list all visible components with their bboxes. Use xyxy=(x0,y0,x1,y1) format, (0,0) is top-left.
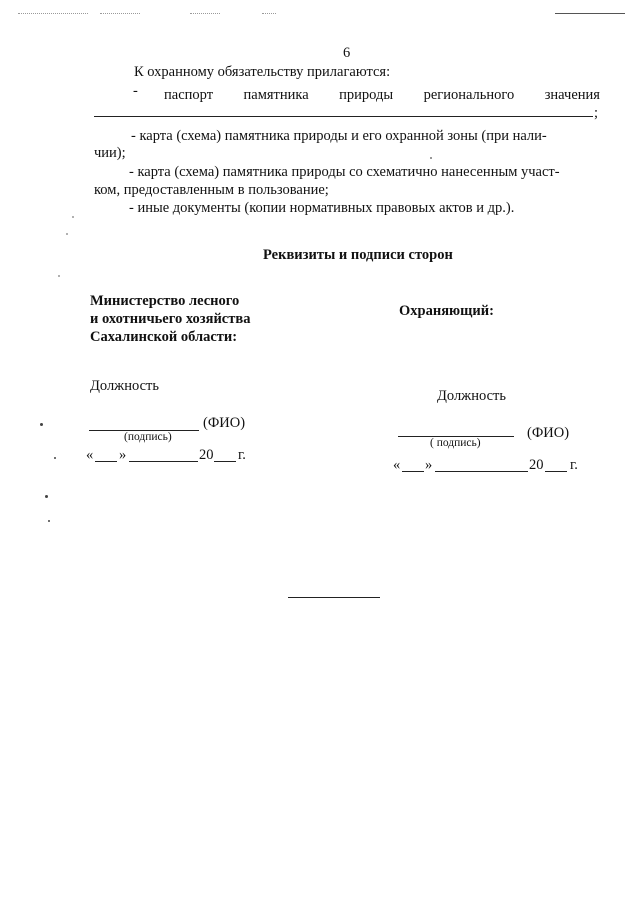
item1-end: ; xyxy=(594,105,599,121)
scan-speck xyxy=(430,157,432,159)
page-number: 6 xyxy=(343,45,351,61)
right-fio-label: (ФИО) xyxy=(527,425,570,441)
item1-text xyxy=(164,86,600,104)
item2-line1: - карта (схема) памятника природы и его охранной зоны (при нали- xyxy=(131,128,547,144)
left-date-day-line xyxy=(95,461,117,462)
right-year-prefix: 20 xyxy=(529,457,544,473)
right-date-day-line xyxy=(402,471,424,472)
right-date-open: « xyxy=(393,457,401,473)
item2-line2: чии); xyxy=(94,145,126,161)
item3-line2: ком, предоставленным в пользование; xyxy=(94,182,329,198)
scan-speck xyxy=(54,457,56,459)
right-date-close: » xyxy=(425,457,433,473)
scan-speck xyxy=(58,275,60,277)
left-date-month-line xyxy=(129,461,198,462)
left-date-close: » xyxy=(119,447,127,463)
left-party-name-line2: и охотничьего хозяйства xyxy=(90,311,251,327)
scan-speck xyxy=(72,216,74,218)
scan-artifact xyxy=(555,13,625,14)
left-year-suffix: г. xyxy=(238,447,246,463)
right-year-line xyxy=(545,471,567,472)
scan-speck xyxy=(40,423,43,426)
left-year-prefix: 20 xyxy=(199,447,214,463)
right-position-label: Должность xyxy=(437,388,506,404)
scan-speck xyxy=(45,495,48,498)
left-party-name-line1: Министерство лесного xyxy=(90,293,240,309)
scan-artifact xyxy=(100,13,140,14)
item1-word: паспорт xyxy=(164,87,214,103)
right-signature-label: ( подпись) xyxy=(430,437,481,449)
scan-speck xyxy=(48,520,50,522)
left-fio-label: (ФИО) xyxy=(203,415,246,431)
left-party-name-line3: Сахалинской области: xyxy=(90,329,238,345)
item1-word: памятника xyxy=(243,87,309,103)
item1-word: значения xyxy=(544,87,600,103)
right-date-month-line xyxy=(435,471,528,472)
item1-word: регионального xyxy=(423,87,515,103)
item4: - иные документы (копии нормативных правовых актов и др.). xyxy=(129,200,515,216)
left-position-label: Должность xyxy=(90,378,159,394)
attachments-intro: К охранному обязательству прилагаются: xyxy=(134,64,391,80)
left-year-line xyxy=(214,461,236,462)
scan-speck xyxy=(66,233,68,235)
closing-separator xyxy=(288,597,380,598)
left-date-open: « xyxy=(86,447,94,463)
section-title: Реквизиты и подписи сторон xyxy=(263,247,453,263)
scan-artifact xyxy=(190,13,220,14)
right-party-name: Охраняющий: xyxy=(399,303,494,319)
right-year-suffix: г. xyxy=(570,457,578,473)
scan-artifact xyxy=(18,13,88,14)
fill-line xyxy=(94,116,593,117)
item1-dash: - xyxy=(133,83,138,99)
scan-artifact xyxy=(262,13,276,14)
left-signature-label: (подпись) xyxy=(124,431,172,443)
item1-word: природы xyxy=(339,87,394,103)
item3-line1: - карта (схема) памятника природы со схематично нанесенным участ- xyxy=(129,164,560,180)
